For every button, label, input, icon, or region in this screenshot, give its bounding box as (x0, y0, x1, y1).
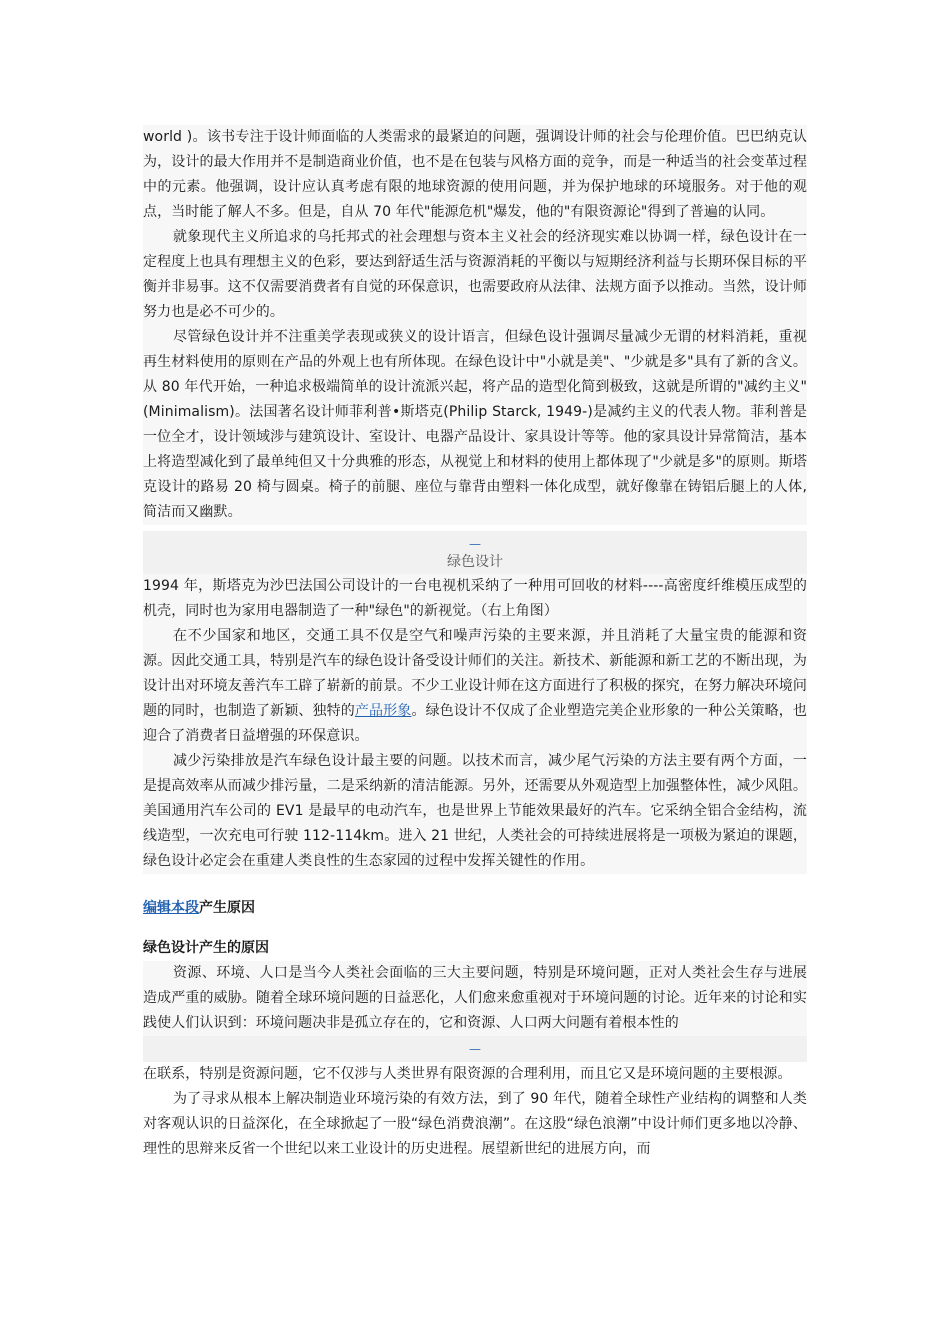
product-image-link[interactable]: 产品形象 (354, 703, 412, 719)
traffic-text-before: 在不少国家和地区，交通工具不仅是空气和噪声污染的主要来源，并且消耗了大量宝贵的能源和资源。因此交通工具，特别是汽车的绿色设计备受设计师们的关注。新技术、新能源和新工艺的不断出现，为设计出对环境友善汽车工辟了崭新的前景。不少工业设计师在这方面进行了积极的探究，在努力解决环境问题的同时，也制造了新颖、独特的 (143, 628, 807, 719)
spacer (143, 921, 807, 936)
paragraph-pollution: 减少污染排放是汽车绿色设计最主要的问题。以技术而言，减少尾气污染的方法主要有两个方面，一是提高效率从而减少排污量，二是采纳新的清洁能源。另外，还需要从外观造型上加强整体性，减少风阻。美国通用汽车公司的 EV1 是最早的电动汽车，也是世界上节能效果最好的汽车。它采纳全铝合金结构，流线造型，一次充电可行驶 112-114km。进入 21 世纪，人类社会的可持续进展将是一项极为紧迫的课题，绿色设计必定会在重建人类良性的生态家园的过程中发挥关键性的作用。 (143, 753, 807, 869)
paragraph-minimalism: 尽管绿色设计并不注重美学表现或狭义的设计语言，但绿色设计强调尽量减少无谓的材料消耗，重视再生材料使用的原则在产品的外观上也有所体现。在绿色设计中"小就是美"、"少就是多"具有了新的含义。从 80 年代开始，一种追求极端简单的设计流派兴起，将产品的造型化简到极致，这就是所谓的"减约主义"(Minimalism)。法国著名设计师菲利普•斯塔克(Philip Starck, 1949-)是减约主义的代表人物。菲利普是一位全才，设计领域涉与建筑设计、室设计、电器产品设计、家具设计等等。他的家具设计异常简洁，基本上将造型减化到了最单纯但又十分典雅的形态，从视觉上和材料的使用上都体现了"少就是多"的原则。斯塔克设计的路易 20 椅与圆桌。椅子的前腿、座位与靠背由塑料一体化成型，就好像靠在铸铝后腿上的人体,简洁而又幽默。 (143, 329, 807, 520)
paragraph-90s: 为了寻求从根本上解决制造业环境污染的有效方法，到了 90 年代，随着全球性产业结构的调整和人类对客观认识的日益深化，在全球掀起了一股“绿色消费浪潮”。在这股“绿色浪潮”中设计师们更多地以冷静、理性的思辩来反省一个世纪以来工业设计的历史进程。展望新世纪的进展方向，而 (143, 1091, 807, 1157)
content-block-3 (143, 961, 807, 1036)
page-divider (143, 531, 807, 574)
paragraph-tv: 1994 年，斯塔克为沙巴法国公司设计的一台电视机采纳了一种用可回收的材料----高密度纤维模压成型的机壳，同时也为家用电器制造了一种"绿色"的新视觉。（右上角图） (143, 578, 807, 619)
page-divider-2 (143, 1036, 807, 1062)
section-heading-causes (143, 896, 807, 921)
traffic-text-after: 。绿色设计不仅成了企业塑造完美企业形象的一种公关策略，也迎合了消费者日益增强的环保意识。 (143, 703, 807, 744)
paragraph-reason-2: 在联系，特别是资源问题，它不仅涉与人类世界有限资源的合理利用，而且它又是环境问题的主要根源。 (143, 1066, 792, 1082)
document-page (143, 125, 807, 1162)
section-heading-text: 产生原因 (199, 900, 255, 916)
divider-dash: — (469, 537, 481, 551)
content-block-2 (143, 574, 807, 874)
content-block-1 (143, 125, 807, 525)
paragraph-utopia: 就象现代主义所追求的乌托邦式的社会理想与资本主义社会的经济现实难以协调一样，绿色设计在一定程度上也具有理想主义的色彩，要达到舒适生活与资源消耗的平衡以与短期经济利益与长期环保目标的平衡并非易事。这不仅需要消费者有自觉的环保意识，也需要政府从法律、法规方面予以推动。当然，设计师努力也是必不可少的。 (143, 229, 807, 320)
subheading-reason: 绿色设计产生的原因 (143, 940, 269, 956)
spacer (143, 874, 807, 896)
paragraph-reason-1: 资源、环境、人口是当今人类社会面临的三大主要问题，特别是环境问题，正对人类社会生存与进展造成严重的威胁。随着全球环境问题的日益恶化，人们愈来愈重视对于环境问题的讨论。近年来的讨论和实践使人们认识到：环境问题决非是孤立存在的，它和资源、人口两大问题有着根本性的 (143, 965, 807, 1031)
paragraph-world: world )。该书专注于设计师面临的人类需求的最紧迫的问题，强调设计师的社会与伦理价值。巴巴纳克认为，设计的最大作用并不是制造商业价值，也不是在包装与风格方面的竞争，而是一种适当的社会变革过程中的元素。他强调，设计应认真考虑有限的地球资源的使用问题，并为保护地球的环境服务。对于他的观点，当时能了解人不多。但是，自从 70 年代"能源危机"爆发，他的"有限资源论"得到了普遍的认同。 (143, 129, 807, 220)
edit-section-link[interactable]: 编辑本段 (143, 900, 199, 916)
divider-dash: — (469, 1042, 481, 1056)
image-caption: 绿色设计 (447, 554, 503, 570)
content-block-4 (143, 1062, 807, 1162)
paragraph-traffic (143, 624, 807, 749)
